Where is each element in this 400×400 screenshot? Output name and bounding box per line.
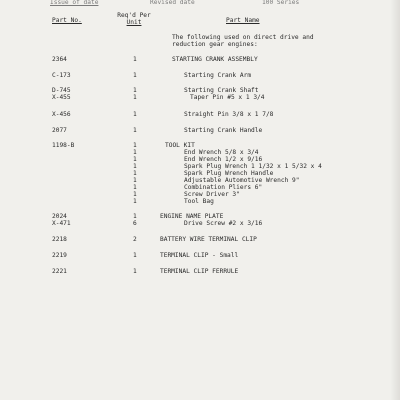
part-name: Adjustable Automotive Wrench 9" [184, 177, 300, 184]
quantity: 1 [133, 111, 137, 118]
part-number: X-471 [52, 220, 71, 227]
column-header-part-name: Part Name [226, 17, 260, 24]
revised-date-label: Revised date [150, 0, 195, 6]
quantity: 1 [133, 213, 137, 220]
part-name: Taper Pin #5 x 1 3/4 [190, 94, 265, 101]
part-number: C-173 [52, 72, 71, 79]
part-name: End Wrench 1/2 x 9/16 [184, 156, 263, 163]
part-name: Starting Crank Arm [184, 72, 252, 79]
part-number: X-455 [52, 94, 71, 101]
quantity: 1 [133, 184, 137, 191]
part-number: 2024 [52, 213, 67, 220]
part-number: 2077 [52, 127, 67, 134]
quantity: 1 [133, 163, 137, 170]
series-label: 100 Series [262, 0, 300, 6]
scan-edge-shadow [390, 0, 400, 400]
part-name: Screw Driver 3" [184, 191, 240, 198]
part-name: Straight Pin 3/8 x 1 7/8 [184, 111, 274, 118]
part-name: Combination Pliers 6" [184, 184, 263, 191]
column-header-reqd-line2: Unit [126, 19, 142, 26]
part-name: STARTING CRANK ASSEMBLY [172, 56, 258, 63]
part-number: 1198-B [52, 142, 75, 149]
part-number: 2218 [52, 236, 67, 243]
part-name: End Wrench 5/8 x 3/4 [184, 149, 259, 156]
quantity: 6 [133, 220, 137, 227]
quantity: 1 [133, 170, 137, 177]
part-name: TOOL KIT [165, 142, 195, 149]
part-name: TERMINAL CLIP FERRULE [160, 268, 239, 275]
quantity: 1 [133, 142, 137, 149]
quantity: 1 [133, 149, 137, 156]
part-name: TERMINAL CLIP - Small [160, 252, 239, 259]
part-number: 2221 [52, 268, 67, 275]
quantity: 1 [133, 156, 137, 163]
quantity: 1 [133, 127, 137, 134]
part-name: ENGINE NAME PLATE [160, 213, 224, 220]
part-number: 2364 [52, 56, 67, 63]
quantity: 1 [133, 72, 137, 79]
part-number: D-745 [52, 87, 71, 94]
part-name: Starting Crank Handle [184, 127, 263, 134]
column-header-part-no: Part No. [52, 17, 82, 24]
part-name: Drive Screw #2 x 3/16 [184, 220, 263, 227]
part-number: X-456 [52, 111, 71, 118]
part-name: Tool Bag [184, 198, 214, 205]
quantity: 1 [133, 268, 137, 275]
column-header-reqd-line1: Req'd Per [117, 12, 151, 19]
intro-line-2: reduction gear engines: [172, 41, 258, 48]
intro-line-1: The following used on direct drive and [172, 34, 314, 41]
quantity: 1 [133, 56, 137, 63]
part-name: BATTERY WIRE TERMINAL CLIP [160, 236, 257, 243]
issue-date-label: Issue of date [50, 0, 99, 6]
quantity: 1 [133, 191, 137, 198]
part-name: Spark Plug Wrench 1 1/32 x 1 5/32 x 4 [184, 163, 322, 170]
quantity: 1 [133, 252, 137, 259]
part-number: 2219 [52, 252, 67, 259]
quantity: 1 [133, 87, 137, 94]
quantity: 2 [133, 236, 137, 243]
quantity: 1 [133, 177, 137, 184]
quantity: 1 [133, 198, 137, 205]
quantity: 1 [133, 94, 137, 101]
part-name: Starting Crank Shaft [184, 87, 259, 94]
part-name: Spark Plug Wrench Handle [184, 170, 274, 177]
